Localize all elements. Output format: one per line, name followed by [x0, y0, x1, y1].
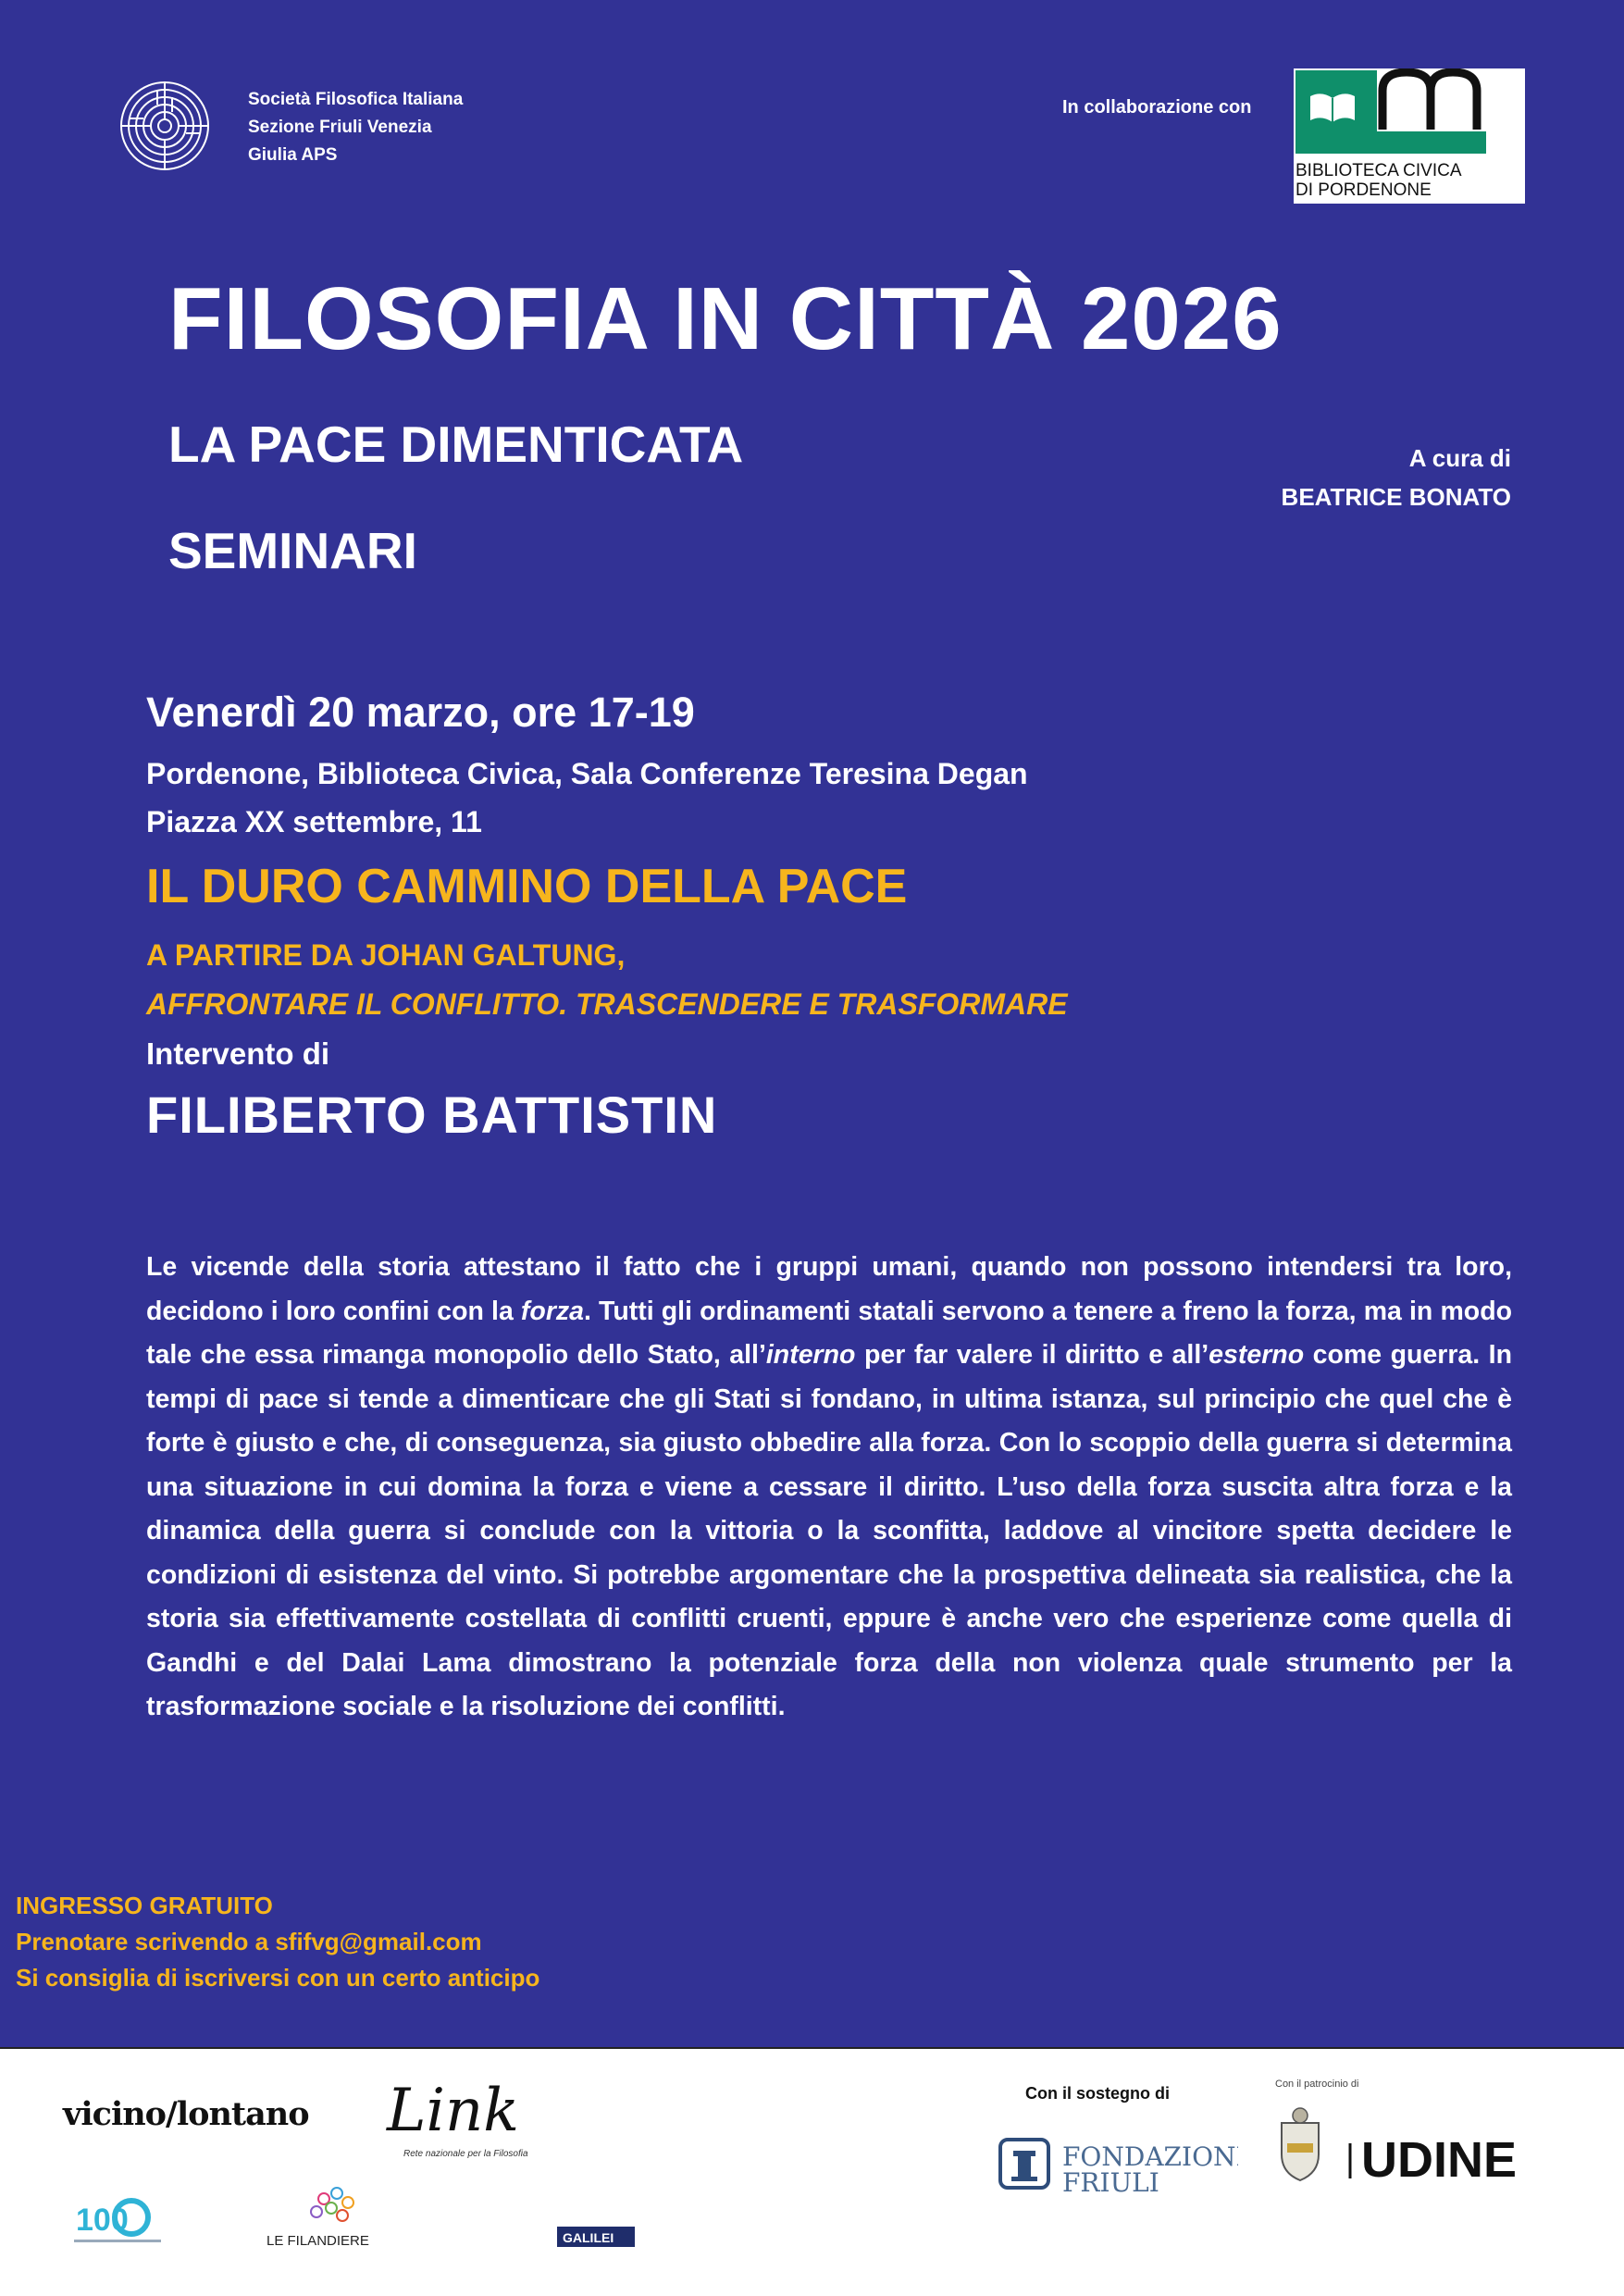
organization-name [248, 86, 463, 169]
fondazione-mark-icon [998, 2128, 1238, 2203]
description-text: Le vicende della storia attestano il fatto che i gruppi umani, quando non possono intendersi tra loro, decidono i loro confini con la [146, 1252, 1512, 1326]
description-text: come guerra. In tempi di pace si tende a dimenticare che gli Stati si fondano, in ultima istanza, sul principio che quel che è forte è giusto e che, di conseguenza, sia giusto obbedire alla forza. Con lo scoppio della guerra si determina una situazione in cui domina la forza e viene a cessare il diritto. L’uso della forza suscita altra forza e la dinamica della guerra si conclude con la vittoria o la sconfitta, laddove al vincitore spetta decidere le condizioni di esistenza del vinto. Si potrebbe argomentare che la prospettiva delineata sia realistica, che la storia sia effettivamente costellata di conflitti cruenti, eppure è anche vero che esperienze come quella di Gandhi e del Dalai Lama dimostrano la potenziale forza della non violenza quale strumento per la trasformazione sociale e la risoluzione dei conflitti. [146, 1340, 1513, 1721]
logo-line: BIBLIOTECA CIVICA [1295, 161, 1462, 180]
liceo-anniversary-logo [70, 2197, 163, 2249]
description-emphasis: interno [765, 1340, 856, 1370]
link-logo-subtitle: Rete nazionale per la Filosofia [403, 2149, 528, 2159]
speaker-label: Intervento di [146, 1036, 330, 1071]
description-emphasis: forza [520, 1296, 585, 1326]
liceo-number: 100 [76, 2203, 129, 2238]
event-subtitle-italic: AFFRONTARE IL CONFLITTO. TRASCENDERE E TRASFORMARE [146, 987, 1068, 1021]
org-line: Giulia APS [248, 145, 338, 165]
fondazione-friuli-logo [998, 2128, 1238, 2203]
logo-line: DI PORDENONE [1295, 180, 1432, 200]
admission-free: INGRESSO GRATUITO [16, 1892, 273, 1919]
event-description [146, 1246, 1512, 1730]
fondazione-name: FONDAZIONE [1062, 2141, 1238, 2172]
speaker-name: FILIBERTO BATTISTIN [146, 1086, 718, 1144]
library-logo [1294, 68, 1525, 204]
event-address: Piazza XX settembre, 11 [146, 805, 482, 838]
sponsor-label: Con il sostegno di [1025, 2084, 1170, 2103]
link-logo [387, 2077, 535, 2166]
description-emphasis: esterno [1209, 1340, 1305, 1370]
series-title: FILOSOFIA IN CITTÀ 2026 [168, 269, 1283, 368]
collaboration-label: In collaborazione con [1062, 97, 1252, 118]
curator-name: BEATRICE BONATO [1281, 483, 1511, 511]
anniversary-icon [70, 2197, 163, 2249]
filandiere-logo [267, 2178, 387, 2253]
org-line: Società Filosofica Italiana [248, 90, 464, 109]
library-logo-text [1295, 161, 1462, 200]
org-line: Sezione Friuli Venezia [248, 118, 432, 137]
curator-block [1231, 439, 1511, 516]
admission-info [16, 1888, 539, 1996]
labyrinth-logo-icon [118, 80, 211, 172]
curator-label: A cura di [1408, 444, 1511, 472]
series-format: SEMINARI [168, 522, 417, 579]
booking-info: Prenotare scrivendo a sfifvg@gmail.com [16, 1928, 482, 1955]
fondazione-subname: FRIULI [1062, 2167, 1159, 2198]
galilei-logo [555, 2221, 638, 2258]
galilei-mark-icon [555, 2221, 638, 2258]
event-subtitle: A PARTIRE DA JOHAN GALTUNG, [146, 938, 626, 972]
galilei-text: GALILEI [563, 2230, 614, 2245]
udine-logo [1272, 2103, 1522, 2188]
filandiere-text: LE FILANDIERE [267, 2233, 369, 2249]
vicino-lontano-logo: vicino/lontano [63, 2095, 309, 2133]
filandiere-mark-icon [267, 2178, 387, 2253]
event-venue: Pordenone, Biblioteca Civica, Sala Conferenze Teresina Degan [146, 757, 1028, 790]
series-subtitle: LA PACE DIMENTICATA [168, 416, 744, 473]
booking-advice: Si consiglia di iscriversi con un certo anticipo [16, 1964, 540, 1992]
description-text: . Tutti gli ordinamenti statali servono a tenere a freno la forza, ma in modo tale che essa rimanga monopolio dello Stato, all’ [146, 1296, 1513, 1370]
link-logo-text: Link [387, 2077, 519, 2145]
event-title: IL DURO CAMMINO DELLA PACE [146, 860, 908, 913]
description-text: per far valere il diritto e all’ [855, 1340, 1209, 1370]
open-book-logo-icon [1294, 68, 1525, 161]
udine-text: UDINE [1361, 2132, 1518, 2188]
event-date: Venerdì 20 marzo, ore 17-19 [146, 689, 695, 736]
patronage-label: Con il patrocinio di [1275, 2079, 1359, 2090]
city-crest-icon [1272, 2103, 1522, 2188]
